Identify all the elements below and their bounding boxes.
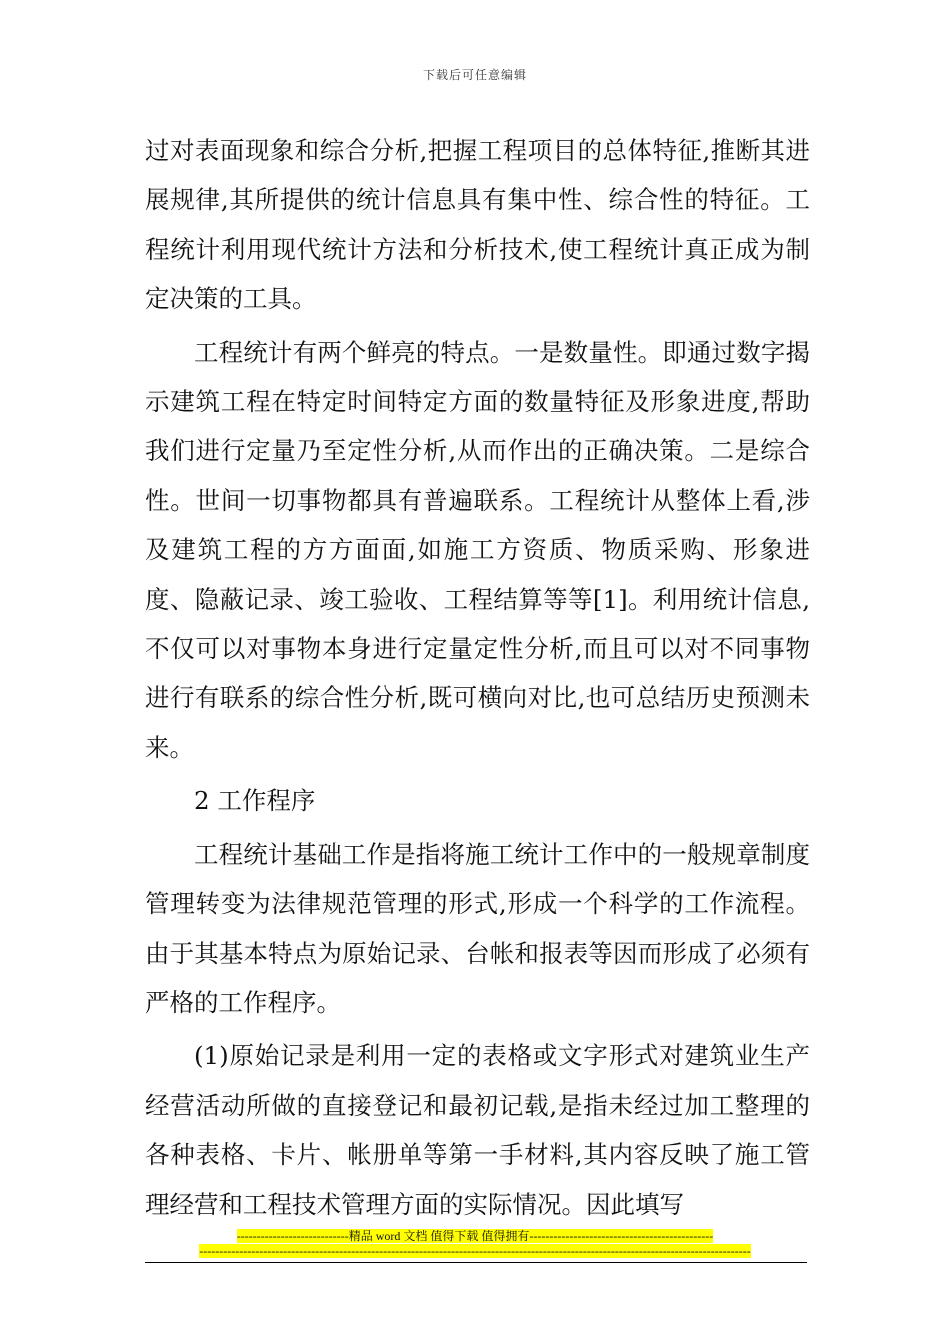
footer-banner-text: ----------------------------精品 word 文档 值得下载 值得拥有---------------------------------------------- xyxy=(236,1229,714,1243)
footer-banner-dashes xyxy=(0,1245,950,1258)
footer-rule xyxy=(145,1262,807,1263)
paragraph-workflow: 工程统计基础工作是指将施工统计工作中的一般规章制度管理转变为法律规范管理的形式,形成一个科学的工作流程。由于其基本特点为原始记录、台帐和报表等因而形成了必须有严格的工作程序。 xyxy=(145,839,810,1017)
footer-banner-dash-text: ------------------------------------------------------------------------------------------------------------------------------------------ xyxy=(199,1244,751,1258)
paragraph-continued: 过对表面现象和综合分析,把握工程项目的总体特征,推断其进展规律,其所提供的统计信息具有集中性、综合性的特征。工程统计利用现代统计方法和分析技术,使工程统计真正成为制定决策的工具。 xyxy=(145,136,810,314)
paragraph-original-records: (1)原始记录是利用一定的表格或文字形式对建筑业生产经营活动所做的直接登记和最初记载,是指未经过加工整理的各种表格、卡片、帐册单等第一手材料,其内容反映了施工管理经营和工程技术管理方面的实际情况。因此填写 xyxy=(145,1041,810,1219)
document-body xyxy=(145,126,810,1229)
footer-banner xyxy=(0,1230,950,1243)
page-header: 下载后可任意编辑 xyxy=(422,68,527,82)
section-heading: 2 工作程序 xyxy=(194,786,316,816)
paragraph-features: 工程统计有两个鲜亮的特点。一是数量性。即通过数字揭示建筑工程在特定时间特定方面的数量特征及形象进度,帮助我们进行定量乃至定性分析,从而作出的正确决策。二是综合性。世间一切事物都具有普遍联系。工程统计从整体上看,涉及建筑工程的方方面面,如施工方资质、物质采购、形象进度、隐蔽记录、竣工验收、工程结算等等[1]。利用统计信息,不仅可以对事物本身进行定量定性分析,而且可以对不同事物进行有联系的综合性分析,既可横向对比,也可总结历史预测未来。 xyxy=(145,337,810,762)
